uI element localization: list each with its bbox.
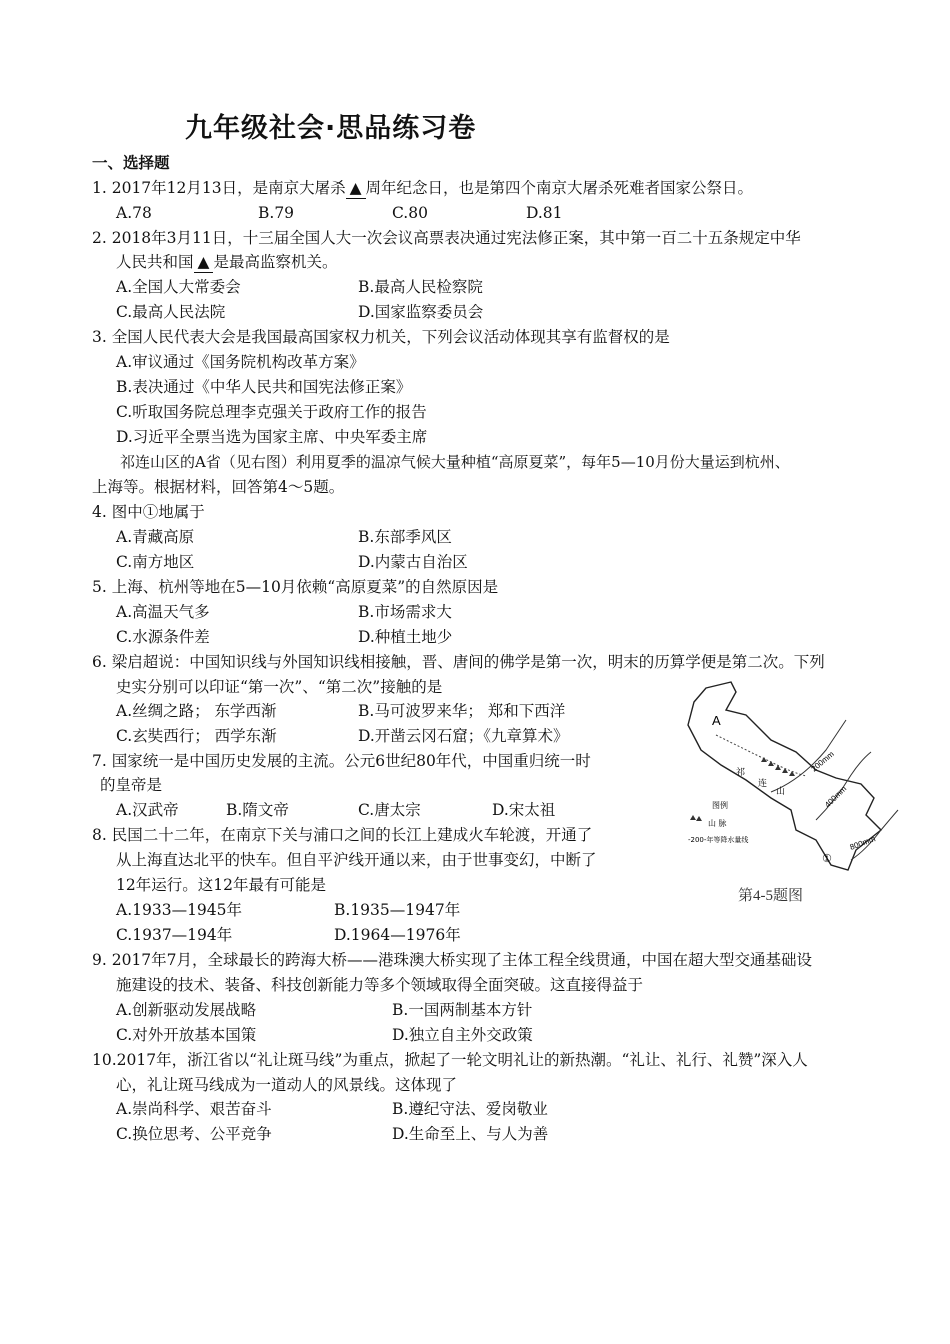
map-label-lian: 连 (758, 779, 768, 789)
option: B.马可波罗来华； 郑和下西洋 (358, 702, 566, 720)
question-10-cont: 心，礼让斑马线成为一道动人的风景线。这体现了 (116, 1076, 458, 1094)
question-4: 4. 图中①地属于 (92, 503, 205, 521)
map-label-shan: 山 (776, 787, 786, 797)
option: B.1935—1947年 (334, 901, 461, 919)
option: C.对外开放基本国策 (116, 1026, 257, 1044)
option: D.81 (526, 204, 563, 222)
option: A.1933—1945年 (116, 901, 243, 919)
option: C.1937—194年 (116, 926, 233, 944)
question-6: 6. 梁启超说：中国知识线与外国知识线相接触，晋、唐间的佛学是第一次，明末的历算学便是第二次。下列 (92, 653, 825, 671)
option: D.宋太祖 (492, 801, 556, 819)
option: C.唐太宗 (358, 801, 421, 819)
option: B.市场需求大 (358, 603, 452, 621)
material-text-2: 上海等。根据材料，回答第4～5题。 (92, 478, 345, 496)
isohyet-label-800: 800mm (848, 834, 877, 852)
question-2-cont (116, 252, 337, 273)
isohyet-label-200: 200mm (809, 749, 836, 774)
option: C.水源条件差 (116, 628, 210, 646)
option: D.独立自主外交政策 (392, 1026, 533, 1044)
question-1 (92, 178, 753, 199)
question-8-cont: 从上海直达北平的快车。但自平沪线开通以来，由于世事变幻，中断了 (116, 851, 597, 869)
question-8-cont-2: 12年运行。这12年最有可能是 (116, 876, 326, 894)
option: C.南方地区 (116, 553, 195, 571)
option: B.最高人民检察院 (358, 278, 483, 296)
question-6-cont: 史实分别可以印证“第一次”、“第二次”接触的是 (116, 678, 443, 696)
answer-blank: ▲ (346, 178, 366, 199)
question-2-text: 人民共和国 (116, 253, 194, 271)
figure-caption: 第4-5题图 (738, 888, 803, 904)
option: A.78 (116, 204, 152, 222)
gansu-map-figure (676, 680, 906, 880)
option: D.生命至上、与人为善 (392, 1125, 549, 1143)
question-10: 10.2017年，浙江省以“礼让斑马线”为重点，掀起了一轮文明礼让的新热潮。“礼让、礼行、礼赞”深入人 (92, 1051, 808, 1069)
option: B.东部季风区 (358, 528, 452, 546)
option: D.内蒙古自治区 (358, 553, 468, 571)
option: B.79 (258, 204, 295, 222)
question-9: 9. 2017年7月，全球最长的跨海大桥——港珠澳大桥实现了主体工程全线贯通，中国在超大型交通基础设 (92, 951, 813, 969)
option: B.表决通过《中华人民共和国宪法修正案》 (116, 378, 412, 396)
answer-blank: ▲ (194, 252, 214, 273)
option: A.全国人大常委会 (116, 278, 241, 296)
option: D.国家监察委员会 (358, 303, 484, 321)
option: A.创新驱动发展战略 (116, 1001, 257, 1019)
map-label-qi: 祁 (736, 768, 746, 778)
legend-title: 图例 (712, 801, 728, 810)
question-1-text-2: 周年纪念日，也是第四个南京大屠杀死难者国家公祭日。 (365, 179, 754, 197)
option: D.种植土地少 (358, 628, 453, 646)
option: A.崇尚科学、艰苦奋斗 (116, 1100, 272, 1118)
option: A.高温天气多 (116, 603, 210, 621)
isohyet-label-400: 400mm (823, 784, 849, 810)
option: A.审议通过《国务院机构改革方案》 (116, 353, 365, 371)
option: B.遵纪守法、爱岗敬业 (392, 1100, 548, 1118)
question-8: 8. 民国二十二年，在南京下关与浦口之间的长江上建成火车轮渡，开通了 (92, 826, 593, 844)
legend-mountain: 山 脉 (708, 819, 727, 828)
question-2-text-2: 是最高监察机关。 (213, 253, 338, 271)
option: C.最高人民法院 (116, 303, 226, 321)
option: A.丝绸之路； 东学西渐 (116, 702, 277, 720)
question-5: 5. 上海、杭州等地在5—10月依赖“高原夏菜”的自然原因是 (92, 578, 499, 596)
option: C.80 (392, 204, 428, 222)
option: D.1964—1976年 (334, 926, 461, 944)
option: B.一国两制基本方针 (392, 1001, 533, 1019)
question-7-cont: 的皇帝是 (100, 776, 163, 794)
map-point-1: ① (822, 852, 832, 865)
legend-isohyet: -200-年等降水量线 (688, 836, 749, 844)
question-2: 2. 2018年3月11日，十三届全国人大一次会议高票表决通过宪法修正案，其中第一百二十五条规定中华 (92, 229, 801, 247)
option: A.青藏高原 (116, 528, 195, 546)
question-7: 7. 国家统一是中国历史发展的主流。公元6世纪80年代，中国重归统一时 (92, 752, 591, 770)
question-1-text: 1. 2017年12月13日，是南京大屠杀 (92, 179, 346, 197)
option: D.习近平全票当选为国家主席、中央军委主席 (116, 428, 428, 446)
option: B.隋文帝 (226, 801, 289, 819)
option: A.汉武帝 (116, 801, 179, 819)
map-label-a: A (712, 713, 721, 728)
material-text: 祁连山区的A省（见右图）利用夏季的温凉气候大量种植“高原夏菜”，每年5—10月份大量运到杭州、 (120, 453, 790, 471)
option: C.听取国务院总理李克强关于政府工作的报告 (116, 403, 427, 421)
question-9-cont: 施建设的技术、装备、科技创新能力等多个领域取得全面突破。这直接得益于 (116, 976, 644, 994)
option: C.玄奘西行； 西学东渐 (116, 727, 277, 745)
option: C.换位思考、公平竞争 (116, 1125, 272, 1143)
section-heading: 一、选择题 (92, 154, 170, 172)
option: D.开凿云冈石窟；《九章算术》 (358, 727, 569, 745)
question-3: 3. 全国人民代表大会是我国最高国家权力机关，下列会议活动体现其享有监督权的是 (92, 328, 670, 346)
page-title: 九年级社会·思品练习卷 (185, 113, 477, 144)
